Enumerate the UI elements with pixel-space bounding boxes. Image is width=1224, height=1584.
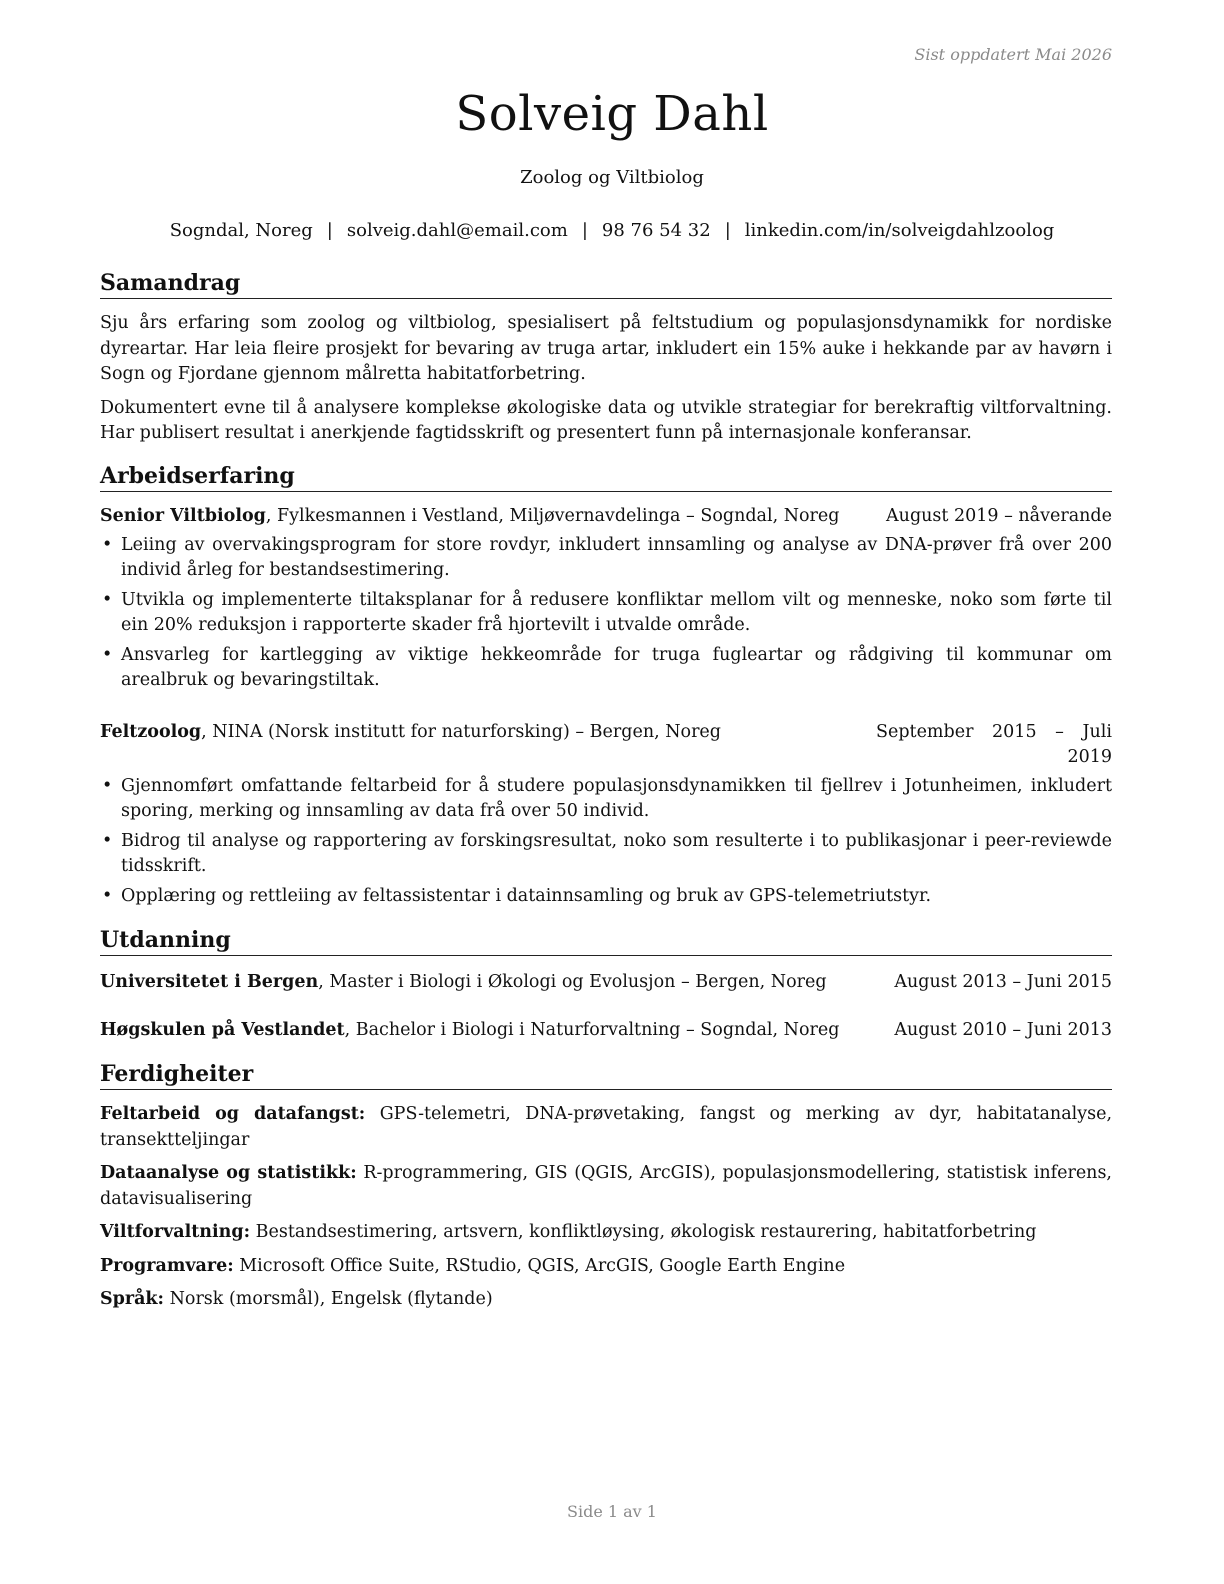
job-bullet: • Utvikla og implementerte tiltaksplanar for å redusere konfliktar mellom vilt og menneske, noko som førte til ein 20% reduksjon i rapporterte skader frå hjortevilt i utvalde område. <box>100 588 1112 639</box>
summary-paragraph: Dokumentert evne til å analysere komplekse økologiske data og utvikle strategiar for berekraftig viltforvaltning. Har publisert resultat i anerkjende fagtidsskrift og presentert funn på internasjonale konferansar. <box>100 397 1112 443</box>
job-details: , NINA (Norsk institutt for naturforsking) – Bergen, Noreg <box>201 721 721 742</box>
candidate-role: Zoolog og Viltbiolog <box>520 167 704 188</box>
job-details: , Fylkesmannen i Vestland, Miljøvernavdelinga – Sogndal, Noreg <box>265 505 840 526</box>
page-number: Side 1 av 1 <box>567 1502 657 1521</box>
contact-separator: | <box>326 220 333 241</box>
skill-text: GPS-telemetri, DNA-prøvetaking, fangst og merking av dyr, habitatanalyse, transektteljingar <box>100 1104 1113 1150</box>
skill-row <box>100 1287 1112 1313</box>
skill-row <box>100 1161 1112 1212</box>
contact-phone[interactable]: 98 76 54 32 <box>601 220 711 241</box>
education-details: , Master i Biologi i Økologi og Evolusjon – Bergen, Noreg <box>318 972 827 992</box>
contact-linkedin[interactable]: linkedin.com/in/solveigdahlzoolog <box>744 220 1055 241</box>
education-school: Høgskulen på Vestlandet <box>100 1020 345 1040</box>
education-details: , Bachelor i Biologi i Naturforvaltning – Sogndal, Noreg <box>344 1020 840 1040</box>
skill-label: Dataanalyse og statistikk: <box>100 1163 357 1183</box>
skill-text: Norsk (morsmål), Engelsk (flytande) <box>164 1289 493 1309</box>
section-title-skills: Ferdigheiter <box>100 1059 1112 1090</box>
job-dates: August 2019 – nåverande <box>886 505 1112 526</box>
education-school: Universitetet i Bergen <box>100 972 319 992</box>
job-bullet: • Gjennomført omfattande feltarbeid for å studere populasjonsdynamikken til fjellrev i Jotunheimen, inkludert sporing, merking og innsamling av data frå over 50 individ. <box>100 774 1112 825</box>
skill-text: Bestandsestimering, artsvern, konfliktløysing, økologisk restaurering, habitatforbetring <box>250 1222 1037 1242</box>
education-item <box>100 1018 1112 1043</box>
job-header <box>100 720 1112 770</box>
job-bullets <box>100 774 1112 910</box>
job-position: Feltzoolog <box>100 721 202 742</box>
skill-row <box>100 1102 1112 1153</box>
skill-label: Viltforvaltning: <box>100 1222 251 1242</box>
job-bullet: • Opplæring og rettleiing av feltassistentar i datainnsamling og bruk av GPS-telemetriutstyr. <box>100 884 1112 910</box>
resume-body <box>100 268 1112 1321</box>
contact-line <box>0 220 1224 241</box>
job-position: Senior Viltbiolog <box>100 505 266 526</box>
skill-text: R-programmering, GIS (QGIS, ArcGIS), populasjonsmodellering, statistisk inferens, datavisualisering <box>100 1163 1112 1209</box>
education-dates: August 2010 – Juni 2013 <box>894 1020 1112 1040</box>
job-header <box>100 504 1112 529</box>
candidate-name: Solveig Dahl <box>455 86 769 142</box>
contact-location: Sogndal, Noreg <box>169 220 313 241</box>
education-dates: August 2013 – Juni 2015 <box>894 972 1112 992</box>
job-bullets <box>100 533 1112 694</box>
job-bullet: • Leiing av overvakingsprogram for store rovdyr, inkludert innsamling og analyse av DNA-prøver frå over 200 individ årleg for bestandsestimering. <box>100 533 1112 584</box>
contact-separator: | <box>581 220 588 241</box>
job-dates: September 2015 – Juli 2019 <box>876 721 1112 767</box>
skill-label: Feltarbeid og datafangst: <box>100 1104 366 1124</box>
skill-label: Språk: <box>100 1289 165 1309</box>
last-updated: Sist oppdatert Mai 2026 <box>914 45 1112 64</box>
skill-text: Microsoft Office Suite, RStudio, QGIS, ArcGIS, Google Earth Engine <box>233 1255 846 1276</box>
section-title-experience: Arbeidserfaring <box>100 461 1112 492</box>
summary-paragraph: Sju års erfaring som zoolog og viltbiolog, spesialisert på feltstudium og populasjonsdynamikk for nordiske dyreartar. Har leia fleire prosjekt for bevaring av truga artar, inkludert ein 15% auke i hekkande par av havørn i Sogn og Fjordane gjennom målretta habitatforbetring. <box>100 313 1112 384</box>
skill-row <box>100 1220 1112 1246</box>
section-title-summary: Samandrag <box>100 268 1112 299</box>
education-item <box>100 970 1112 995</box>
section-title-education: Utdanning <box>100 925 1112 956</box>
job-bullet: • Bidrog til analyse og rapportering av forskingsresultat, noko som resulterte i to publikasjonar i peer-reviewde tidsskrift. <box>100 829 1112 880</box>
contact-email[interactable]: solveig.dahl@email.com <box>346 220 568 241</box>
skill-row <box>100 1254 1112 1280</box>
skill-label: Programvare: <box>100 1255 234 1276</box>
contact-separator: | <box>724 220 731 241</box>
job-bullet: • Ansvarleg for kartlegging av viktige hekkeområde for truga fugleartar og rådgiving til kommunar om arealbruk og bevaringstiltak. <box>100 643 1112 694</box>
